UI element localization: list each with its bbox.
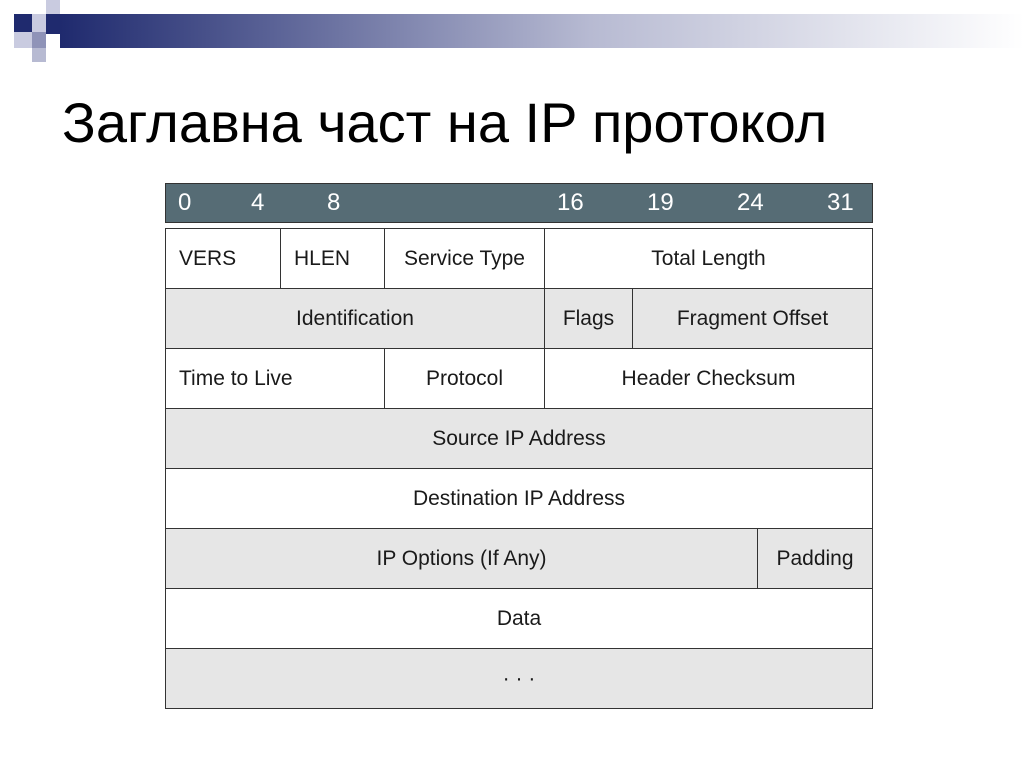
header-row-6: [166, 529, 872, 589]
decorative-square: [32, 14, 46, 32]
field-time-to-live: Time to Live: [179, 366, 293, 390]
field-destination-ip: Destination IP Address: [412, 486, 626, 510]
field-service-type: Service Type: [384, 229, 544, 288]
header-field-grid: [165, 228, 873, 709]
field-ip-options: IP Options (If Any): [376, 546, 547, 570]
field-hlen: HLEN: [280, 229, 384, 288]
field-header-checksum: Header Checksum: [544, 349, 872, 408]
field-total-length: Total Length: [544, 229, 872, 288]
field-vers: VERS: [179, 246, 237, 270]
field-data: Data: [496, 606, 542, 630]
slide-title: Заглавна част на IP протокол: [62, 91, 828, 154]
field-flags: Flags: [544, 289, 632, 348]
bit-position-bar: [165, 183, 873, 223]
header-row-3: [166, 349, 872, 409]
bit-label: 8: [327, 189, 341, 216]
bit-label: 31: [827, 189, 854, 216]
bit-label: 19: [647, 189, 674, 216]
decorative-square: [46, 14, 60, 34]
field-source-ip: Source IP Address: [432, 426, 606, 450]
decorative-square: [32, 32, 46, 48]
header-row-1: [166, 229, 872, 289]
header-row-5: [166, 469, 872, 529]
decorative-square: [46, 0, 60, 14]
header-decoration-bar: [60, 14, 1024, 48]
field-ellipsis: · · ·: [502, 666, 536, 690]
bit-label: 16: [557, 189, 584, 216]
bit-label: 0: [178, 189, 192, 216]
field-protocol: Protocol: [384, 349, 544, 408]
header-row-4: [166, 409, 872, 469]
decorative-square: [32, 48, 46, 62]
field-padding: Padding: [757, 529, 872, 588]
ip-header-diagram: [165, 183, 873, 711]
field-fragment-offset: Fragment Offset: [632, 289, 872, 348]
bit-label: 24: [737, 189, 764, 216]
field-identification: Identification: [296, 306, 414, 330]
decorative-square: [14, 32, 32, 48]
header-row-7: [166, 589, 872, 649]
header-row-2: [166, 289, 872, 349]
header-row-8: [166, 649, 872, 708]
decorative-square: [14, 14, 32, 32]
bit-label: 4: [251, 189, 265, 216]
